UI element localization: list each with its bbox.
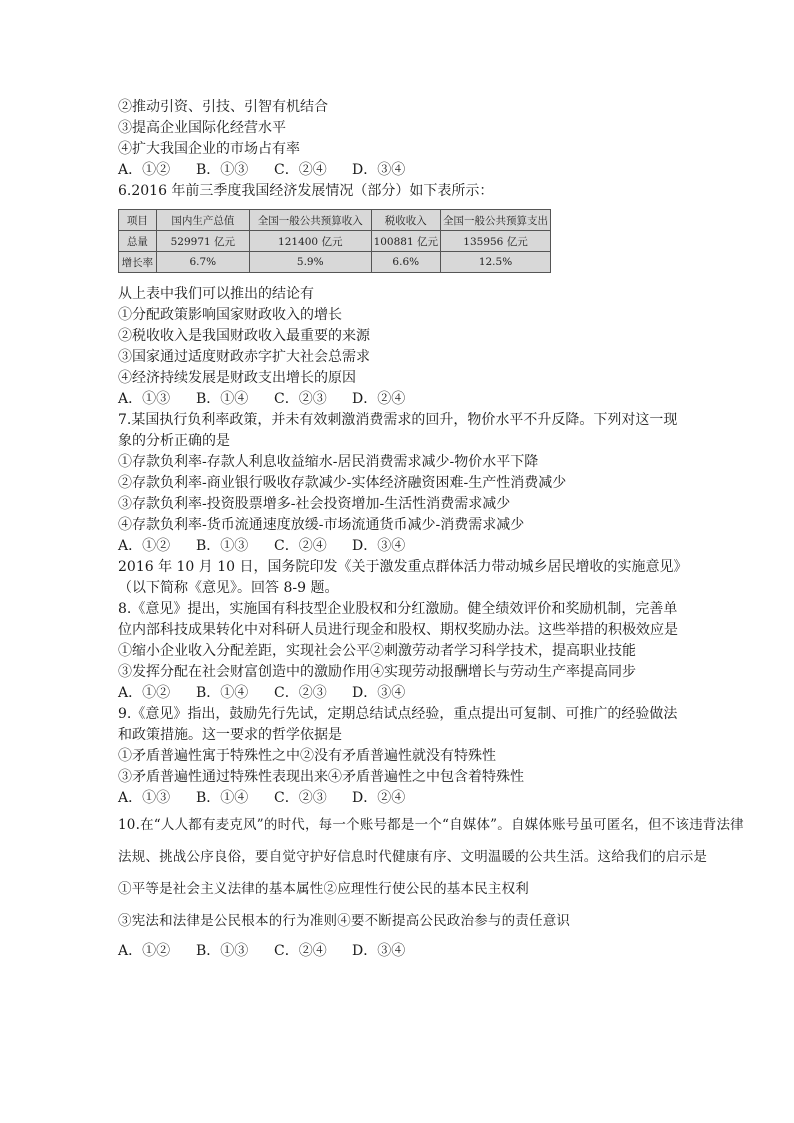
q6-item-1: ①分配政策影响国家财政收入的增长 — [118, 307, 342, 323]
q7-item-3: ③存款负利率-投资股票增多-社会投资增加-生活性消费需求减少 — [118, 496, 511, 512]
table-header-cell: 国内生产总值 — [156, 210, 249, 231]
table-cell: 6.6% — [371, 252, 440, 273]
q7-options — [118, 536, 430, 556]
option-a: A．①② — [118, 943, 171, 959]
q6-options — [118, 389, 430, 409]
option-b: B．①③ — [196, 943, 249, 959]
table-cell: 总量 — [119, 231, 157, 252]
table-cell: 5.9% — [249, 252, 371, 273]
option-b: B．①③ — [196, 162, 249, 178]
option-d: D．③④ — [352, 685, 406, 701]
q5-item-3: ③提高企业国际化经营水平 — [118, 120, 286, 136]
q8-items-line-2: ③发挥分配在社会财富创造中的激励作用④实现劳动报酬增长与劳动生产率提高同步 — [118, 664, 636, 680]
option-c: C．②③ — [274, 685, 327, 701]
q8-options — [118, 683, 430, 703]
option-a: A．①③ — [118, 391, 171, 407]
option-c: C．②④ — [274, 538, 327, 554]
table-header-row — [119, 210, 551, 231]
q8-stem-line-1: 8.《意见》提出，实施国有科技型企业股权和分红激励。健全绩效评价和奖励机制，完善单 — [118, 601, 678, 617]
table-cell: 121400 亿元 — [249, 231, 371, 252]
q10-items-line-2: ③宪法和法律是公民根本的行为准则④要不断提高公民政治参与的责任意识 — [118, 913, 571, 929]
table-cell: 135956 亿元 — [440, 231, 550, 252]
q9-items-line-1: ①矛盾普遍性寓于特殊性之中②没有矛盾普遍性就没有特殊性 — [118, 748, 496, 764]
q10-stem-line-2: 法规、挑战公序良俗，要自觉守护好信息时代健康有序、文明温暖的公共生活。这给我们的启示是 — [118, 849, 708, 865]
q6-item-3: ③国家通过适度财政赤字扩大社会总需求 — [118, 349, 370, 365]
table-header-cell: 全国一般公共预算支出 — [440, 210, 550, 231]
option-a: A．①③ — [118, 790, 171, 806]
table-cell: 6.7% — [156, 252, 249, 273]
option-d: D．②④ — [352, 790, 406, 806]
option-d: D．②④ — [352, 391, 406, 407]
q7-stem-line-1: 7.某国执行负利率政策，并未有效刺激消费需求的回升，物价水平不升反降。下列对这一现 — [118, 412, 678, 428]
q5-item-2: ②推动引资、引技、引智有机结合 — [118, 99, 328, 115]
q10-options — [118, 941, 430, 961]
economy-table — [118, 209, 551, 273]
option-b: B．①④ — [196, 391, 249, 407]
table-cell: 12.5% — [440, 252, 550, 273]
q5-item-4: ④扩大我国企业的市场占有率 — [118, 141, 300, 157]
q6-item-4: ④经济持续发展是财政支出增长的原因 — [118, 370, 356, 386]
material-line-2: （以下简称《意见》。回答 8-9 题。 — [118, 580, 339, 596]
option-c: C．②③ — [274, 391, 327, 407]
q9-stem-line-2: 和政策措施。这一要求的哲学依据是 — [118, 727, 342, 743]
q8-stem-line-2: 位内部科技成果转化中对科研人员进行现金和股权、期权奖励办法。这些举措的积极效应是 — [118, 622, 678, 638]
q8-items-line-1: ①缩小企业收入分配差距，实现社会公平②刺激劳动者学习科学技术，提高职业技能 — [118, 643, 636, 659]
q9-stem-line-1: 9.《意见》指出，鼓励先行先试，定期总结试点经验，重点提出可复制、可推广的经验做法 — [118, 706, 678, 722]
table-cell: 100881 亿元 — [371, 231, 440, 252]
table-row — [119, 231, 551, 252]
table-header-cell: 全国一般公共预算收入 — [249, 210, 371, 231]
option-a: A．①② — [118, 538, 171, 554]
q9-options — [118, 788, 430, 808]
q6-item-2: ②税收收入是我国财政收入最重要的来源 — [118, 328, 370, 344]
q7-stem-line-2: 象的分析正确的是 — [118, 433, 230, 449]
option-c: C．②③ — [274, 790, 327, 806]
q10-items-line-1: ①平等是社会主义法律的基本属性②应理性行使公民的基本民主权利 — [118, 881, 529, 897]
table-cell: 529971 亿元 — [156, 231, 249, 252]
table-header-cell: 项目 — [119, 210, 157, 231]
option-a: A．①② — [118, 685, 171, 701]
q7-item-4: ④存款负利率-货币流通速度放缓-市场流通货币减少-消费需求减少 — [118, 517, 525, 533]
table-cell: 增长率 — [119, 252, 157, 273]
material-line-1: 2016 年 10 月 10 日，国务院印发《关于激发重点群体活力带动城乡居民增收的实施意见》 — [118, 559, 688, 575]
option-b: B．①④ — [196, 685, 249, 701]
q9-items-line-2: ③矛盾普遍性通过特殊性表现出来④矛盾普遍性之中包含着特殊性 — [118, 769, 524, 785]
option-c: C．②④ — [274, 943, 327, 959]
option-a: A．①② — [118, 162, 171, 178]
option-d: D．③④ — [352, 162, 406, 178]
q6-prompt: 从上表中我们可以推出的结论有 — [118, 286, 314, 302]
option-d: D．③④ — [352, 943, 406, 959]
option-b: B．①③ — [196, 538, 249, 554]
q10-stem-line-1: 10.在“人人都有麦克风”的时代，每一个账号都是一个“自媒体”。自媒体账号虽可匿名，但不该违背法律 — [118, 817, 744, 833]
option-c: C．②④ — [274, 162, 327, 178]
table-row — [119, 252, 551, 273]
table-header-cell: 税收收入 — [371, 210, 440, 231]
option-b: B．①④ — [196, 790, 249, 806]
q5-options — [118, 160, 430, 180]
q7-item-2: ②存款负利率-商业银行吸收存款减少-实体经济融资困难-生产性消费减少 — [118, 475, 567, 491]
q7-item-1: ①存款负利率-存款人利息收益缩水-居民消费需求减少-物价水平下降 — [118, 454, 539, 470]
q6-stem: 6.2016 年前三季度我国经济发展情况（部分）如下表所示： — [118, 183, 494, 199]
option-d: D．③④ — [352, 538, 406, 554]
